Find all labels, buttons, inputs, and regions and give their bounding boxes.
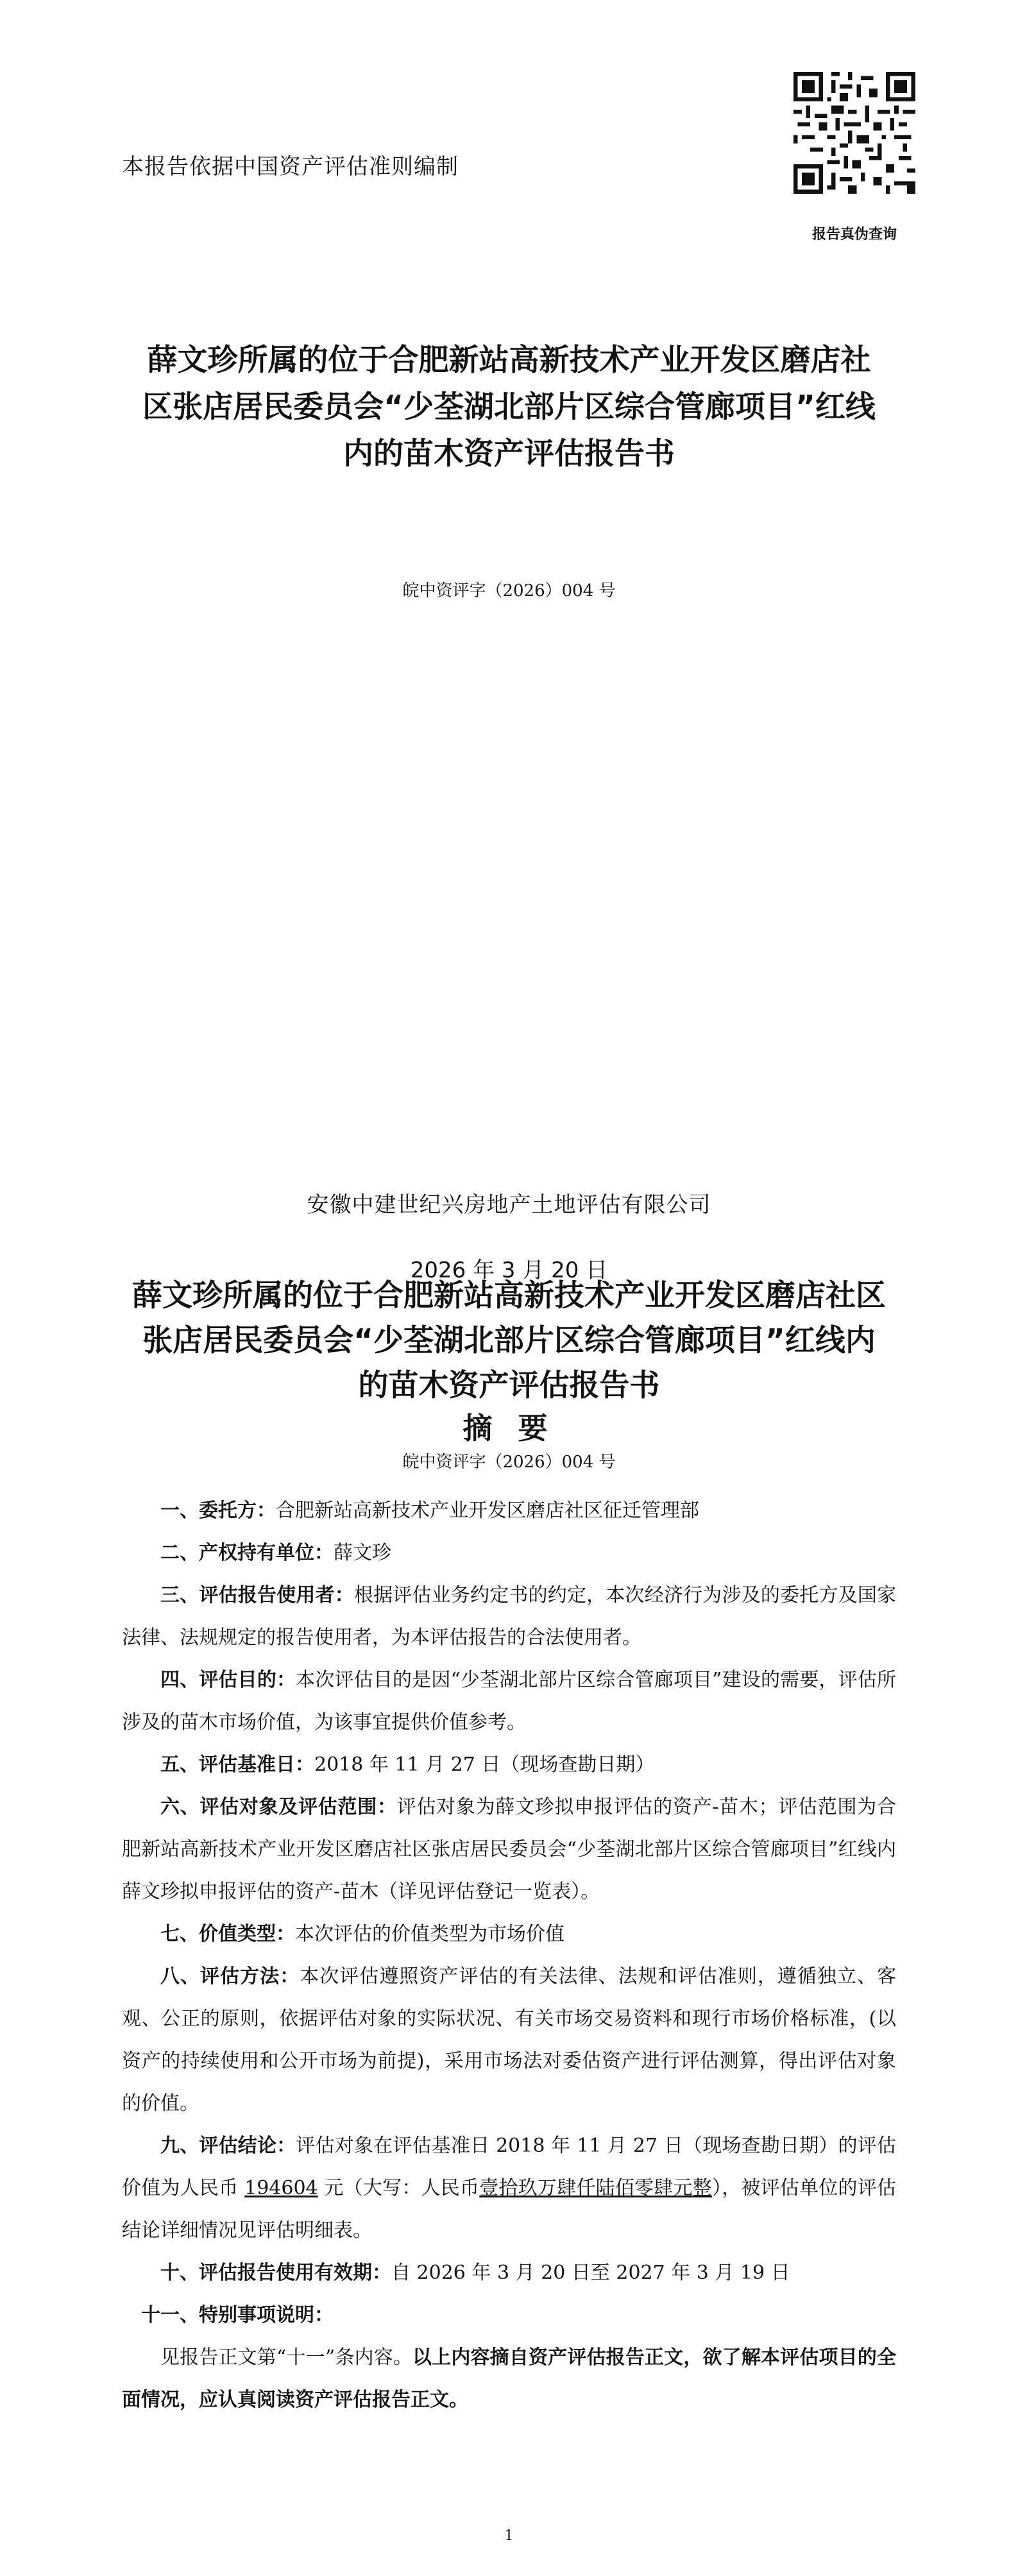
item-text: 合肥新站高新技术产业开发区磨店社区征迁管理部 <box>276 1499 699 1522</box>
closing-text: 见报告正文第“十一”条内容。 <box>160 2346 412 2369</box>
abstract-item-owner <box>122 1532 896 1574</box>
item-text: 本次评估遵照资产评估的有关法律、法规和评估准则，遵循独立、客观、公正的原则，依据评估对象的实际状况、有关市场交易资料和现行市场价格标准，(以资产的持续使用和公开市场为前提)，采用市场法对委估资产进行评估测算，得出评估对象的价值。 <box>122 1965 897 2115</box>
item-label: 九、评估结论： <box>160 2135 296 2157</box>
abstract-item-base-date <box>122 1744 896 1786</box>
item-label: 二、产权持有单位： <box>160 1542 334 1564</box>
cover-title <box>109 337 909 477</box>
abstract-item-validity <box>122 2252 896 2294</box>
standards-basis-note: 本报告依据中国资产评估准则编制 <box>122 154 459 180</box>
abstract-title <box>109 1274 909 1408</box>
abstract-item-value-type <box>122 1913 896 1956</box>
abstract-item-scope <box>122 1786 896 1913</box>
cover-title-line: 内的苗木资产评估报告书 <box>343 436 675 472</box>
appraised-amount-words: 壹拾玖万肆仟陆佰零肆元整 <box>479 2177 712 2199</box>
item-text: 元（大写：人民币 <box>318 2177 480 2199</box>
appraised-amount: 194604 <box>244 2177 318 2199</box>
item-label: 十、评估报告使用有效期： <box>160 2262 391 2284</box>
appraisal-company-name: 安徽中建世纪兴房地产土地评估有限公司 <box>307 1192 711 1218</box>
page-number: 1 <box>504 2528 514 2544</box>
item-label: 四、评估目的： <box>160 1669 296 1691</box>
abstract-item-method <box>122 1956 896 2125</box>
item-label: 五、评估基准日： <box>160 1753 314 1776</box>
item-text: 自 2026 年 3 月 20 日至 2027 年 3 月 19 日 <box>391 2262 790 2284</box>
item-text: ），被评估单位的评估结论详细情况见评估明细表。 <box>122 2177 896 2242</box>
qr-code-icon[interactable] <box>793 72 915 194</box>
item-text: 评估对象在评估基准日 2018 年 11 月 27 日（现场查勘日期）的评估价值为人民币 <box>122 2135 897 2199</box>
abstract-title-line: 张店居民委员会“少荃湖北部片区综合管廊项目”红线内 <box>142 1323 876 1358</box>
report-date: 2026 年 3 月 20 日 <box>410 1258 608 1283</box>
abstract-item-special-notes <box>122 2294 896 2337</box>
abstract-item-purpose <box>122 1659 896 1744</box>
cover-title-line: 区张店居民委员会“少荃湖北部片区综合管廊项目”红线 <box>142 389 876 425</box>
item-label: 八、评估方法： <box>160 1965 300 1988</box>
abstract-item-client <box>122 1490 896 1532</box>
abstract-title-line: 的苗木资产评估报告书 <box>358 1368 660 1403</box>
item-text: 根据评估业务约定书的约定，本次经济行为涉及的委托方及国家法律、法规规定的报告使用者，为本评估报告的合法使用者。 <box>122 1584 897 1649</box>
abstract-body <box>122 1490 896 2421</box>
item-text: 本次评估的价值类型为市场价值 <box>295 1923 564 1945</box>
item-text: 评估对象为薛文珍拟申报评估的资产-苗木；评估范围为合肥新站高新技术产业开发区磨店社区张店居民委员会“少荃湖北部片区综合管廊项目”红线内薛文珍拟申报评估的资产-苗木（详见评估登记一览表）。 <box>122 1796 897 1903</box>
abstract-heading: 摘 要 <box>462 1411 556 1446</box>
item-label: 六、评估对象及评估范围： <box>160 1796 397 1818</box>
abstract-item-conclusion <box>122 2125 896 2252</box>
abstract-reference-number: 皖中资评字（2026）004 号 <box>402 1453 616 1472</box>
item-text: 薛文珍 <box>334 1542 391 1564</box>
item-label: 七、价值类型： <box>160 1923 295 1945</box>
abstract-closing <box>122 2337 896 2421</box>
item-text: 2018 年 11 月 27 日（现场查勘日期） <box>314 1753 655 1776</box>
cover-reference-number: 皖中资评字（2026）004 号 <box>402 581 616 601</box>
closing-bold-text: 以上内容摘自资产评估报告正文，欲了解本评估项目的全面情况，应认真阅读资产评估报告正文。 <box>122 2346 896 2411</box>
item-label: 一、委托方： <box>160 1499 276 1522</box>
item-label: 十一、特别事项说明： <box>141 2304 334 2326</box>
item-label: 三、评估报告使用者： <box>160 1584 354 1607</box>
item-text: 本次评估目的是因“少荃湖北部片区综合管廊项目”建设的需要，评估所涉及的苗木市场价值，为该事宜提供价值参考。 <box>122 1669 896 1734</box>
qr-caption: 报告真伪查询 <box>811 226 897 243</box>
cover-title-line: 薛文珍所属的位于合肥新站高新技术产业开发区磨店社 <box>147 343 871 378</box>
abstract-title-line: 薛文珍所属的位于合肥新站高新技术产业开发区磨店社区 <box>132 1278 886 1313</box>
abstract-item-report-users <box>122 1574 896 1659</box>
